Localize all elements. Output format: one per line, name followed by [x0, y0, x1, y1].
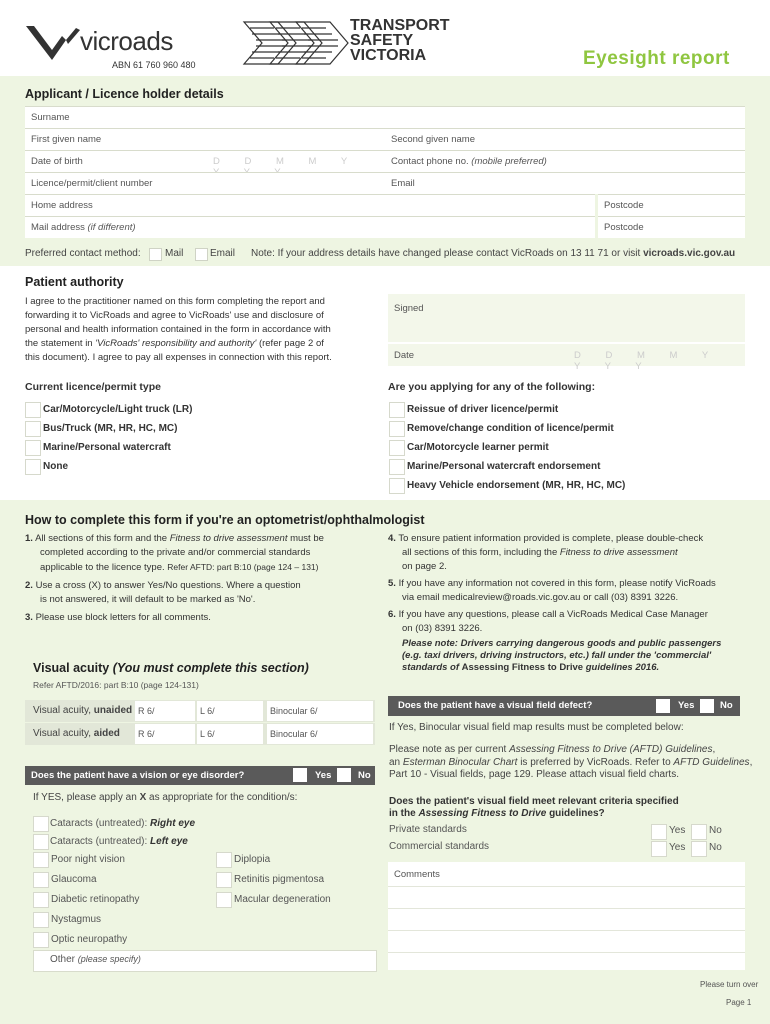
condition-checkbox[interactable] — [33, 932, 49, 948]
condition-label: Poor night vision — [51, 854, 125, 865]
comments-label: Comments — [394, 869, 440, 880]
authority-heading: Patient authority — [25, 275, 124, 289]
surname-label: Surname — [31, 112, 70, 123]
second-name-label: Second given name — [391, 134, 475, 145]
authority-date-field[interactable] — [388, 344, 745, 372]
applying-item — [389, 402, 759, 418]
dob-boxes: D D M M Y — [213, 156, 359, 167]
applying-label: Car/Motorcycle learner permit — [407, 442, 549, 453]
licence-type-label: Bus/Truck (MR, HR, HC, MC) — [43, 423, 178, 434]
field-no-checkbox[interactable] — [700, 699, 714, 713]
private-standards-label: Private standards — [389, 824, 467, 835]
applying-checkbox[interactable] — [389, 440, 405, 456]
condition-item — [33, 892, 213, 908]
instruction-4: 4. To ensure patient information provided is complete, please double-check — [388, 533, 704, 544]
commercial-standards-row: Commercial standards Yes No — [389, 841, 745, 857]
instruction-1-line-2: completed according to the private and/or commercial standards — [40, 547, 311, 558]
dob-field[interactable] — [25, 150, 385, 172]
condition-label: Retinitis pigmentosa — [234, 874, 325, 885]
authority-text — [25, 295, 365, 365]
howto-right-list — [388, 532, 768, 674]
condition-item — [216, 852, 376, 868]
field-question: Does the patient have a visual field defect? — [398, 700, 593, 711]
field-no-label: No — [720, 700, 733, 711]
aided-right-input[interactable]: R 6/ — [135, 724, 195, 744]
licence-type-item — [25, 440, 365, 456]
acuity-aided-row — [25, 723, 375, 745]
phone-field[interactable] — [385, 150, 745, 172]
first-name-field[interactable] — [25, 128, 385, 150]
applying-item — [389, 421, 759, 437]
applying-checkbox[interactable] — [389, 459, 405, 475]
private-yes-checkbox[interactable] — [651, 824, 667, 840]
instruction-4-line-3: on page 2. — [402, 561, 447, 572]
disorder-no-label: No — [358, 770, 371, 781]
postcode-label: Postcode — [604, 200, 644, 211]
howto-left-list — [25, 532, 370, 625]
instruction-3: 3. Please use block letters for all comments. — [25, 612, 211, 623]
instruction-1: 1. All sections of this form and the Fitness to drive assessment must be — [25, 533, 324, 544]
other-note: (please specify) — [77, 954, 141, 964]
applying-heading: Are you applying for any of the following: — [388, 381, 596, 393]
authority-date-label: Date — [394, 350, 415, 361]
dob-label: Date of birth — [31, 156, 83, 167]
condition-item — [33, 912, 213, 928]
condition-item — [33, 932, 213, 948]
commercial-no-checkbox[interactable] — [691, 841, 707, 857]
unaided-left-input[interactable]: L 6/ — [197, 701, 263, 721]
instruction-5: 5. If you have any information not covered in this form, please notify VicRoads — [388, 578, 716, 589]
cataract-right-item: Cataracts (untreated): Right eye — [33, 816, 373, 832]
instruction-2: 2. Use a cross (X) to answer Yes/No questions. Where a question — [25, 580, 301, 591]
instruction-1-line-3: applicable to the licence type. Refer AFTD: part B:10 (page 124 – 131) — [40, 562, 319, 573]
cataract-right-checkbox[interactable] — [33, 816, 49, 832]
mail-option-label: Mail — [165, 248, 184, 259]
field-yes-checkbox[interactable] — [656, 699, 670, 713]
disorder-yes-checkbox[interactable] — [293, 768, 307, 782]
authority-line-1: I agree to the practitioner named on this form completing the report and — [25, 296, 325, 307]
second-name-field[interactable] — [385, 128, 745, 150]
postcode2-label: Postcode — [604, 222, 644, 233]
authority-line-2: forwarding it to VicRoads and agree to VicRoads' use and disclosure of — [25, 310, 324, 321]
condition-label: Diabetic retinopathy — [51, 894, 140, 905]
licence-type-heading: Current licence/permit type — [25, 381, 161, 393]
email-checkbox[interactable] — [195, 248, 208, 261]
phone-label: Contact phone no. — [391, 156, 469, 167]
instruction-2-line-2: is not answered, it will default to be marked as 'No'. — [40, 594, 256, 605]
condition-checkbox[interactable] — [33, 872, 49, 888]
postcode2-field[interactable] — [598, 216, 745, 238]
email-option-label: Email — [210, 248, 236, 259]
field-question-bar — [388, 696, 740, 716]
condition-label: Diplopia — [234, 854, 271, 865]
field-criteria-question: Does the patient's visual field meet relevant criteria specified in the Assessing Fitness to Drive guidelines? — [389, 796, 679, 819]
applying-label: Marine/Personal watercraft endorsement — [407, 461, 601, 472]
address-change-note: Note: If your address details have changed please contact VicRoads on 13 11 71 or visit — [251, 248, 641, 259]
vicroads-wordmark: vicroads — [80, 26, 173, 56]
condition-item — [33, 872, 213, 888]
authority-date-boxes: D D M M Y Y Y Y — [574, 350, 720, 372]
disorder-question-bar — [25, 766, 375, 785]
mail-address-field[interactable] — [25, 216, 595, 238]
home-address-label: Home address — [31, 200, 93, 211]
licence-type-item — [25, 421, 365, 437]
comments-field[interactable] — [388, 862, 745, 970]
abn: ABN 61 760 960 480 — [112, 60, 196, 70]
licence-type-checkbox[interactable] — [25, 459, 41, 475]
phone-note: (mobile preferred) — [471, 156, 547, 167]
authority-line-4: the statement in 'VicRoads' responsibility and authority' (refer page 2 of — [25, 338, 324, 349]
licence-type-checkbox[interactable] — [25, 402, 41, 418]
licence-type-label: None — [43, 461, 68, 472]
condition-checkbox[interactable] — [33, 852, 49, 868]
applying-checkbox[interactable] — [389, 478, 405, 494]
field-note: Please note as per current Assessing Fitness to Drive (AFTD) Guidelines, an Esterman Binocular Chart is preferred by VicRoads. Refer to AFTD Guidelines, Part 10 - Visual fields, page 129. Please attach visual field charts. — [389, 744, 753, 780]
applying-label: Heavy Vehicle endorsement (MR, HR, HC, MC) — [407, 480, 626, 491]
email-label: Email — [391, 178, 415, 189]
email-field[interactable] — [385, 172, 745, 194]
condition-label: Macular degeneration — [234, 894, 331, 905]
condition-label: Glaucoma — [51, 874, 97, 885]
condition-item — [33, 852, 213, 868]
page-number: Page 1 — [726, 998, 752, 1007]
licence-type-item — [25, 459, 365, 475]
disorder-yes-label: Yes — [315, 770, 332, 781]
other-label: Other — [50, 954, 76, 965]
licence-type-label: Marine/Personal watercraft — [43, 442, 171, 453]
unaided-right-input[interactable]: R 6/ — [135, 701, 195, 721]
licence-type-label: Car/Motorcycle/Light truck (LR) — [43, 404, 193, 415]
mail-address-label: Mail address — [31, 222, 85, 233]
applying-label: Remove/change condition of licence/permit — [407, 423, 614, 434]
licence-type-checkbox[interactable] — [25, 440, 41, 456]
please-turn-over: Please turn over — [700, 980, 759, 989]
cataract-left-item: Cataracts (untreated): Left eye — [33, 834, 373, 850]
applying-checkbox[interactable] — [389, 402, 405, 418]
other-condition-field[interactable] — [33, 950, 377, 972]
condition-item — [216, 872, 376, 888]
licence-type-item — [25, 402, 365, 418]
vicroads-chevron-icon — [22, 20, 82, 62]
disorder-instruction: If YES, please apply an X as appropriate for the condition/s: — [33, 792, 298, 803]
tsv-stripes-icon — [240, 18, 350, 68]
disorder-question: Does the patient have a vision or eye disorder? — [31, 770, 245, 781]
applying-checkbox[interactable] — [389, 421, 405, 437]
postcode-field[interactable] — [598, 194, 745, 216]
condition-checkbox[interactable] — [33, 912, 49, 928]
condition-checkbox[interactable] — [33, 892, 49, 908]
preferred-contact-label: Preferred contact method: — [25, 248, 141, 259]
instruction-4-line-2: all sections of this form, including the Fitness to drive assessment — [402, 547, 678, 558]
field-ifyes: If Yes, Binocular visual field map results must be completed below: — [389, 722, 684, 733]
preferred-contact-row — [25, 248, 770, 262]
licence-label: Licence/permit/client number — [31, 178, 153, 189]
aided-left-input[interactable]: L 6/ — [197, 724, 263, 744]
condition-checkbox[interactable] — [216, 872, 232, 888]
tsv-line-2: SAFETY — [350, 32, 414, 49]
applying-item — [389, 440, 759, 456]
private-standards-row: Private standards Yes No — [389, 824, 745, 840]
instruction-6: 6. If you have any questions, please call a VicRoads Medical Case Manager — [388, 609, 708, 620]
applicant-heading: Applicant / Licence holder details — [25, 87, 224, 101]
commercial-note: Please note: Drivers carrying dangerous goods and public passengers (e.g. taxi drivers, driving instructors, etc.) fall under the 'commercial' standards of Assessing Fitness to Drive guidelines 2016. — [402, 638, 722, 673]
home-address-field[interactable] — [25, 194, 595, 216]
unaided-binocular-input[interactable]: Binocular 6/ — [267, 701, 373, 721]
acuity-heading: Visual acuity (You must complete this section) — [33, 661, 309, 675]
applying-label: Reissue of driver licence/permit — [407, 404, 559, 415]
first-name-label: First given name — [31, 134, 102, 145]
condition-label: Nystagmus — [51, 914, 102, 925]
authority-line-3: personal and health information contained in the form in accordance with — [25, 324, 331, 335]
mail-checkbox[interactable] — [149, 248, 162, 261]
acuity-ref: Refer AFTD/2016: part B:10 (page 124-131) — [33, 680, 199, 690]
aided-binocular-input[interactable]: Binocular 6/ — [267, 724, 373, 744]
acuity-unaided-label: Visual acuity, unaided — [33, 705, 133, 716]
tsv-line-1: TRANSPORT — [350, 17, 450, 34]
tsv-logo — [240, 17, 450, 70]
signed-label: Signed — [394, 303, 424, 314]
page-title: Eyesight report — [583, 48, 730, 69]
disorder-no-checkbox[interactable] — [337, 768, 351, 782]
tsv-line-3: VICTORIA — [350, 47, 427, 64]
mail-address-note: (if different) — [87, 222, 136, 233]
signed-field[interactable] — [388, 294, 745, 342]
licence-type-checkbox[interactable] — [25, 421, 41, 437]
acuity-aided-label: Visual acuity, aided — [33, 728, 120, 739]
licence-field[interactable] — [25, 172, 385, 194]
private-no-checkbox[interactable] — [691, 824, 707, 840]
vicroads-link[interactable]: vicroads.vic.gov.au — [643, 248, 736, 259]
condition-label: Optic neuropathy — [51, 934, 128, 945]
instruction-6-line-2: on (03) 8391 3226. — [402, 623, 483, 634]
condition-item — [216, 892, 376, 908]
authority-line-5: this document). I agree to pay all expenses in connection with this report. — [25, 352, 332, 363]
instruction-5-line-2: via email medicalreview@roads.vic.gov.au or call (03) 8391 3226. — [402, 592, 679, 603]
vicroads-logo — [22, 18, 202, 64]
acuity-unaided-row — [25, 700, 375, 722]
surname-field[interactable] — [25, 106, 745, 128]
condition-checkbox[interactable] — [216, 852, 232, 868]
applying-item — [389, 459, 759, 475]
condition-checkbox[interactable] — [216, 892, 232, 908]
commercial-yes-checkbox[interactable] — [651, 841, 667, 857]
cataract-left-checkbox[interactable] — [33, 834, 49, 850]
applying-item — [389, 478, 759, 494]
howto-heading: How to complete this form if you're an optometrist/ophthalmologist — [25, 513, 425, 527]
field-yes-label: Yes — [678, 700, 695, 711]
commercial-standards-label: Commercial standards — [389, 841, 490, 852]
